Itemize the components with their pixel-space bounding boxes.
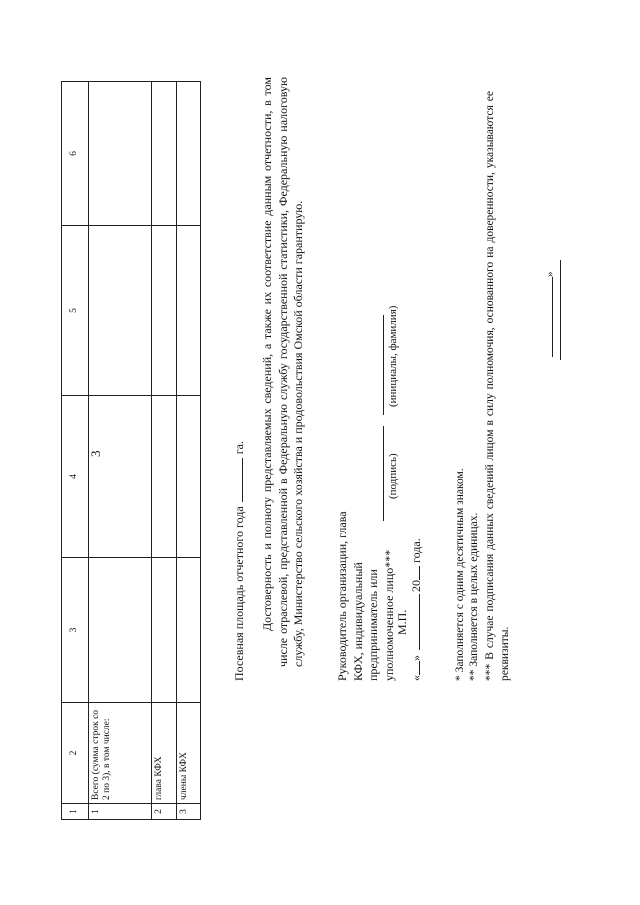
table-header-cell: 6 — [62, 82, 89, 226]
table-header-cell: 1 — [62, 804, 89, 820]
table-cell[interactable] — [89, 82, 152, 226]
page-number: 3 — [88, 450, 103, 457]
day-blank[interactable] — [409, 661, 420, 675]
footnote-3: *** В случае подписания данных сведений лицом в силу полномочия, основанного на доверенности, указываются ее реквизиты. — [484, 91, 511, 681]
month-blank[interactable] — [409, 594, 420, 650]
table-row — [152, 82, 177, 820]
data-table — [61, 81, 201, 820]
table-cell[interactable] — [177, 226, 201, 396]
date-open-quote: « — [409, 675, 423, 681]
row-label: члены КФХ — [177, 703, 201, 804]
sown-area-label: Посевная площадь отчетного года — [232, 506, 246, 681]
row-label: Всего (сумма строк со 2 по 3), в том числе: — [89, 703, 152, 804]
row-number: 3 — [177, 804, 201, 820]
table-cell[interactable] — [152, 226, 177, 396]
year-suffix: года. — [409, 538, 423, 563]
signature-line[interactable] — [383, 426, 384, 521]
stamp-place-label: М.П. — [395, 609, 409, 635]
closing-quote-line — [542, 272, 556, 361]
table-header-cell: 3 — [62, 558, 89, 703]
name-line[interactable] — [383, 315, 384, 415]
signatory-role: Руководитель организации, глава КФХ, индивидуальный предприниматель или уполномоченное лицо*** — [335, 511, 396, 681]
closing-quote: » — [544, 271, 556, 277]
signature-caption: (подпись) — [387, 453, 399, 499]
table-cell[interactable] — [177, 396, 201, 558]
name-caption: (инициалы, фамилия) — [387, 305, 399, 407]
table-cell[interactable] — [152, 558, 177, 703]
closing-blank[interactable] — [542, 277, 553, 357]
year-blank[interactable] — [409, 566, 420, 580]
date-close-quote: » — [409, 655, 423, 661]
sown-area-blank[interactable] — [231, 458, 243, 502]
table-header-cell: 5 — [62, 226, 89, 396]
row-label: глава КФХ — [152, 703, 177, 804]
table-row — [177, 82, 201, 820]
table-cell[interactable] — [177, 82, 201, 226]
closing-line[interactable] — [560, 260, 561, 360]
table-cell[interactable] — [177, 558, 201, 703]
table-cell[interactable] — [152, 396, 177, 558]
footnote-1: * Заполняется с одним десятичным знаком. — [454, 468, 466, 681]
sown-area-unit: га. — [232, 441, 246, 455]
row-number: 2 — [152, 804, 177, 820]
table-cell[interactable] — [89, 558, 152, 703]
table-row — [89, 82, 152, 820]
year-prefix: 20 — [409, 580, 423, 592]
table-header-cell: 4 — [62, 396, 89, 558]
table-cell[interactable] — [152, 82, 177, 226]
row-number: 1 — [89, 804, 152, 820]
footnote-2: ** Заполняется в целых единицах. — [468, 512, 480, 681]
sown-area-line — [231, 441, 247, 681]
table-header-cell: 2 — [62, 703, 89, 804]
table-cell[interactable] — [89, 226, 152, 396]
reliability-statement: Достоверность и полноту представляемых сведений, а также их соответствие данным отчетности, в том числе отраслевой, представленной в Федеральную службу государственной статистики, Федеральную налоговую службу, Министерство сельского хозяйства и продовольствия Омской области гарантирую. — [260, 77, 305, 667]
date-line — [409, 538, 424, 681]
table-cell[interactable] — [89, 396, 152, 558]
table-header-row — [62, 82, 89, 820]
